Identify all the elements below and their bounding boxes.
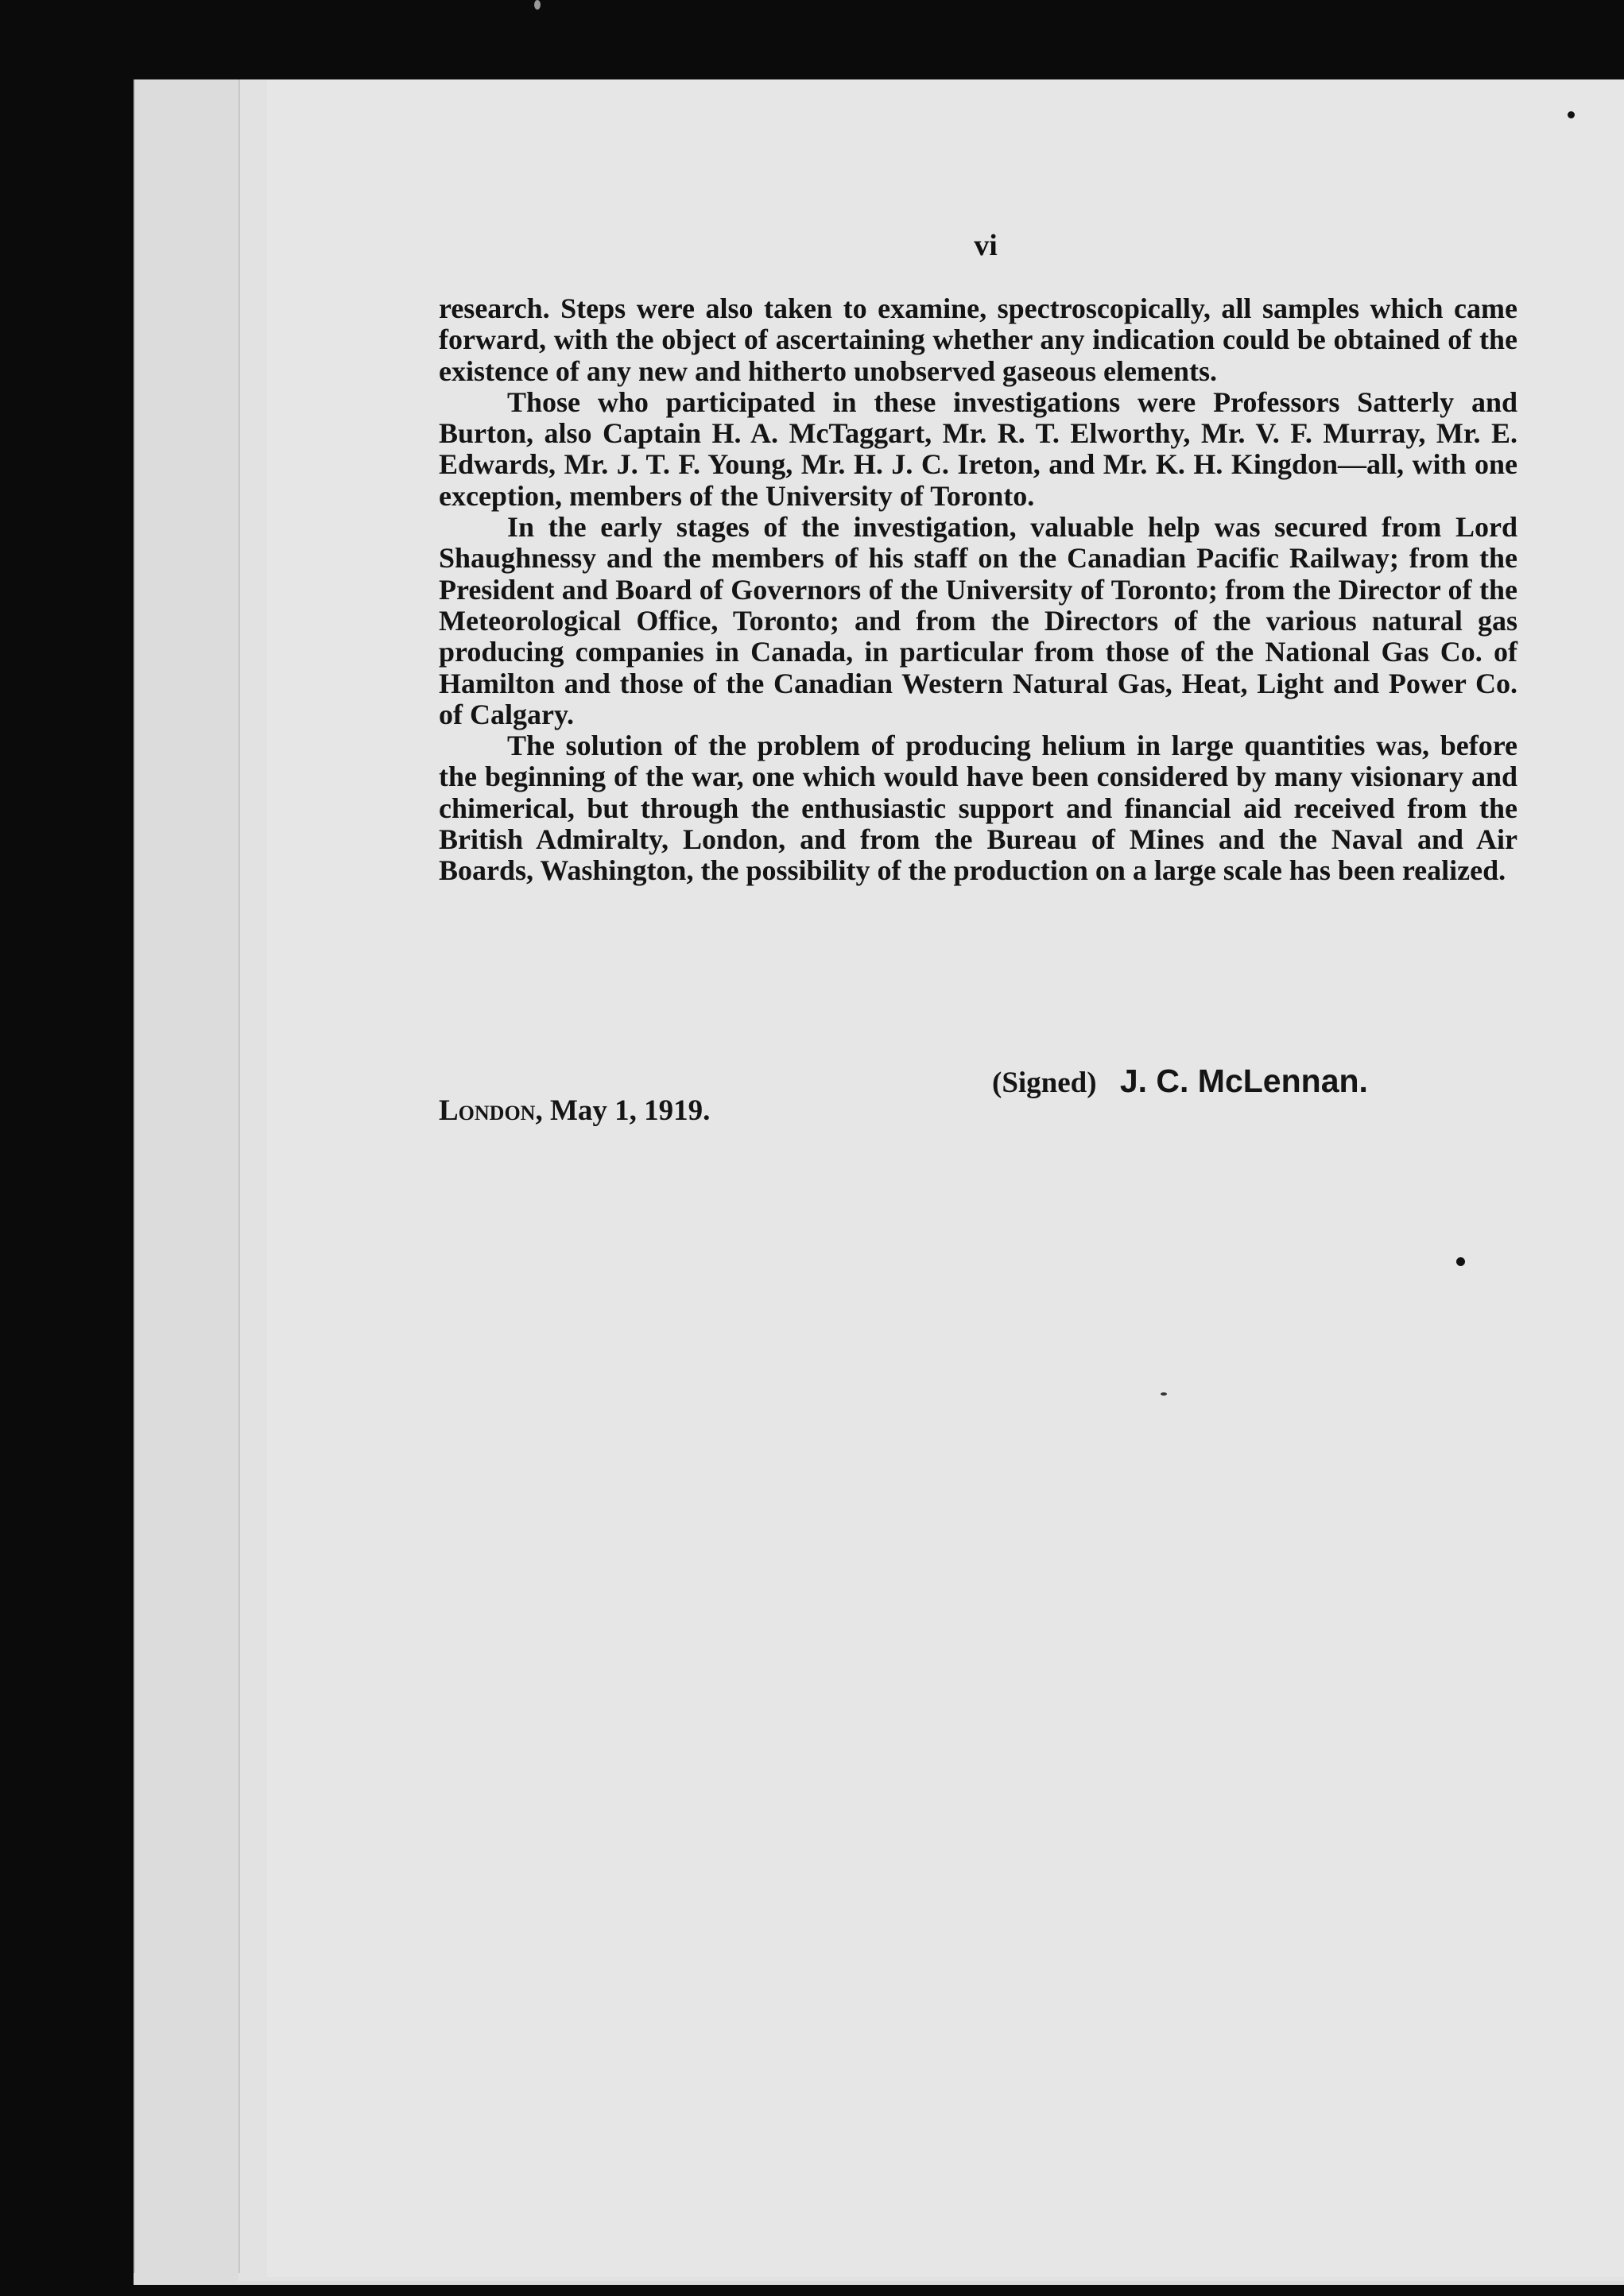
paragraph-1: research. Steps were also taken to examine, spectroscopically, all samples which came forward, with the object of ascertaining whether any indication could be obtained of the existence of any new and hitherto unobserved gaseous elements. [439, 292, 1517, 387]
signature [992, 1063, 1368, 1100]
dateline-date: May 1, 1919. [549, 1094, 711, 1127]
paragraph-2: Those who participated in these investigations were Professors Satterly and Burton, also Captain H. A. McTaggart, Mr. R. T. Elworthy, Mr. V. F. Murray, Mr. E. Edwards, Mr. J. T. F. Young, Mr. H. J. C. Ireton, and Mr. K. H. Kingdon—all, with one exception, members of the University of Toronto. [439, 385, 1517, 512]
dateline [439, 1094, 710, 1128]
scan-speck [1568, 111, 1575, 118]
paragraph-3: In the early stages of the investigation, valuable help was secured from Lord Shaughnessy and the members of his staff on the Canadian Pacific Railway; from the President and Board of Governors of the University of Toronto; from the Director of the Meteorological Office, Toronto; and from the Directors of the various natural gas producing companies in Canada, in particular from those of the National Gas Co. of Hamilton and those of the Canadian Western Natural Gas, Heat, Light and Power Co. of Calgary. [439, 511, 1517, 730]
scan-speck [1456, 1257, 1465, 1266]
paragraph-4: The solution of the problem of producing helium in large quantities was, before the beginning of the war, one which would have been considered by many visionary and chimerical, but through the enthusiastic support and financial aid received from the British Admiralty, London, and from the Bureau of Mines and the Naval and Air Boards, Washington, the possibility of the production on a large scale has been realized. [439, 730, 1517, 887]
dateline-city: London, [439, 1094, 543, 1127]
signed-label: (Signed) [992, 1067, 1097, 1099]
sheet-edge [238, 79, 240, 2273]
scan-speck [534, 0, 541, 10]
signer-name: J. C. McLennan. [1119, 1063, 1368, 1099]
sheet-edge [134, 79, 135, 2273]
page-number: vi [974, 229, 998, 262]
body-text [439, 293, 1517, 887]
scan-speck [1161, 1392, 1167, 1396]
